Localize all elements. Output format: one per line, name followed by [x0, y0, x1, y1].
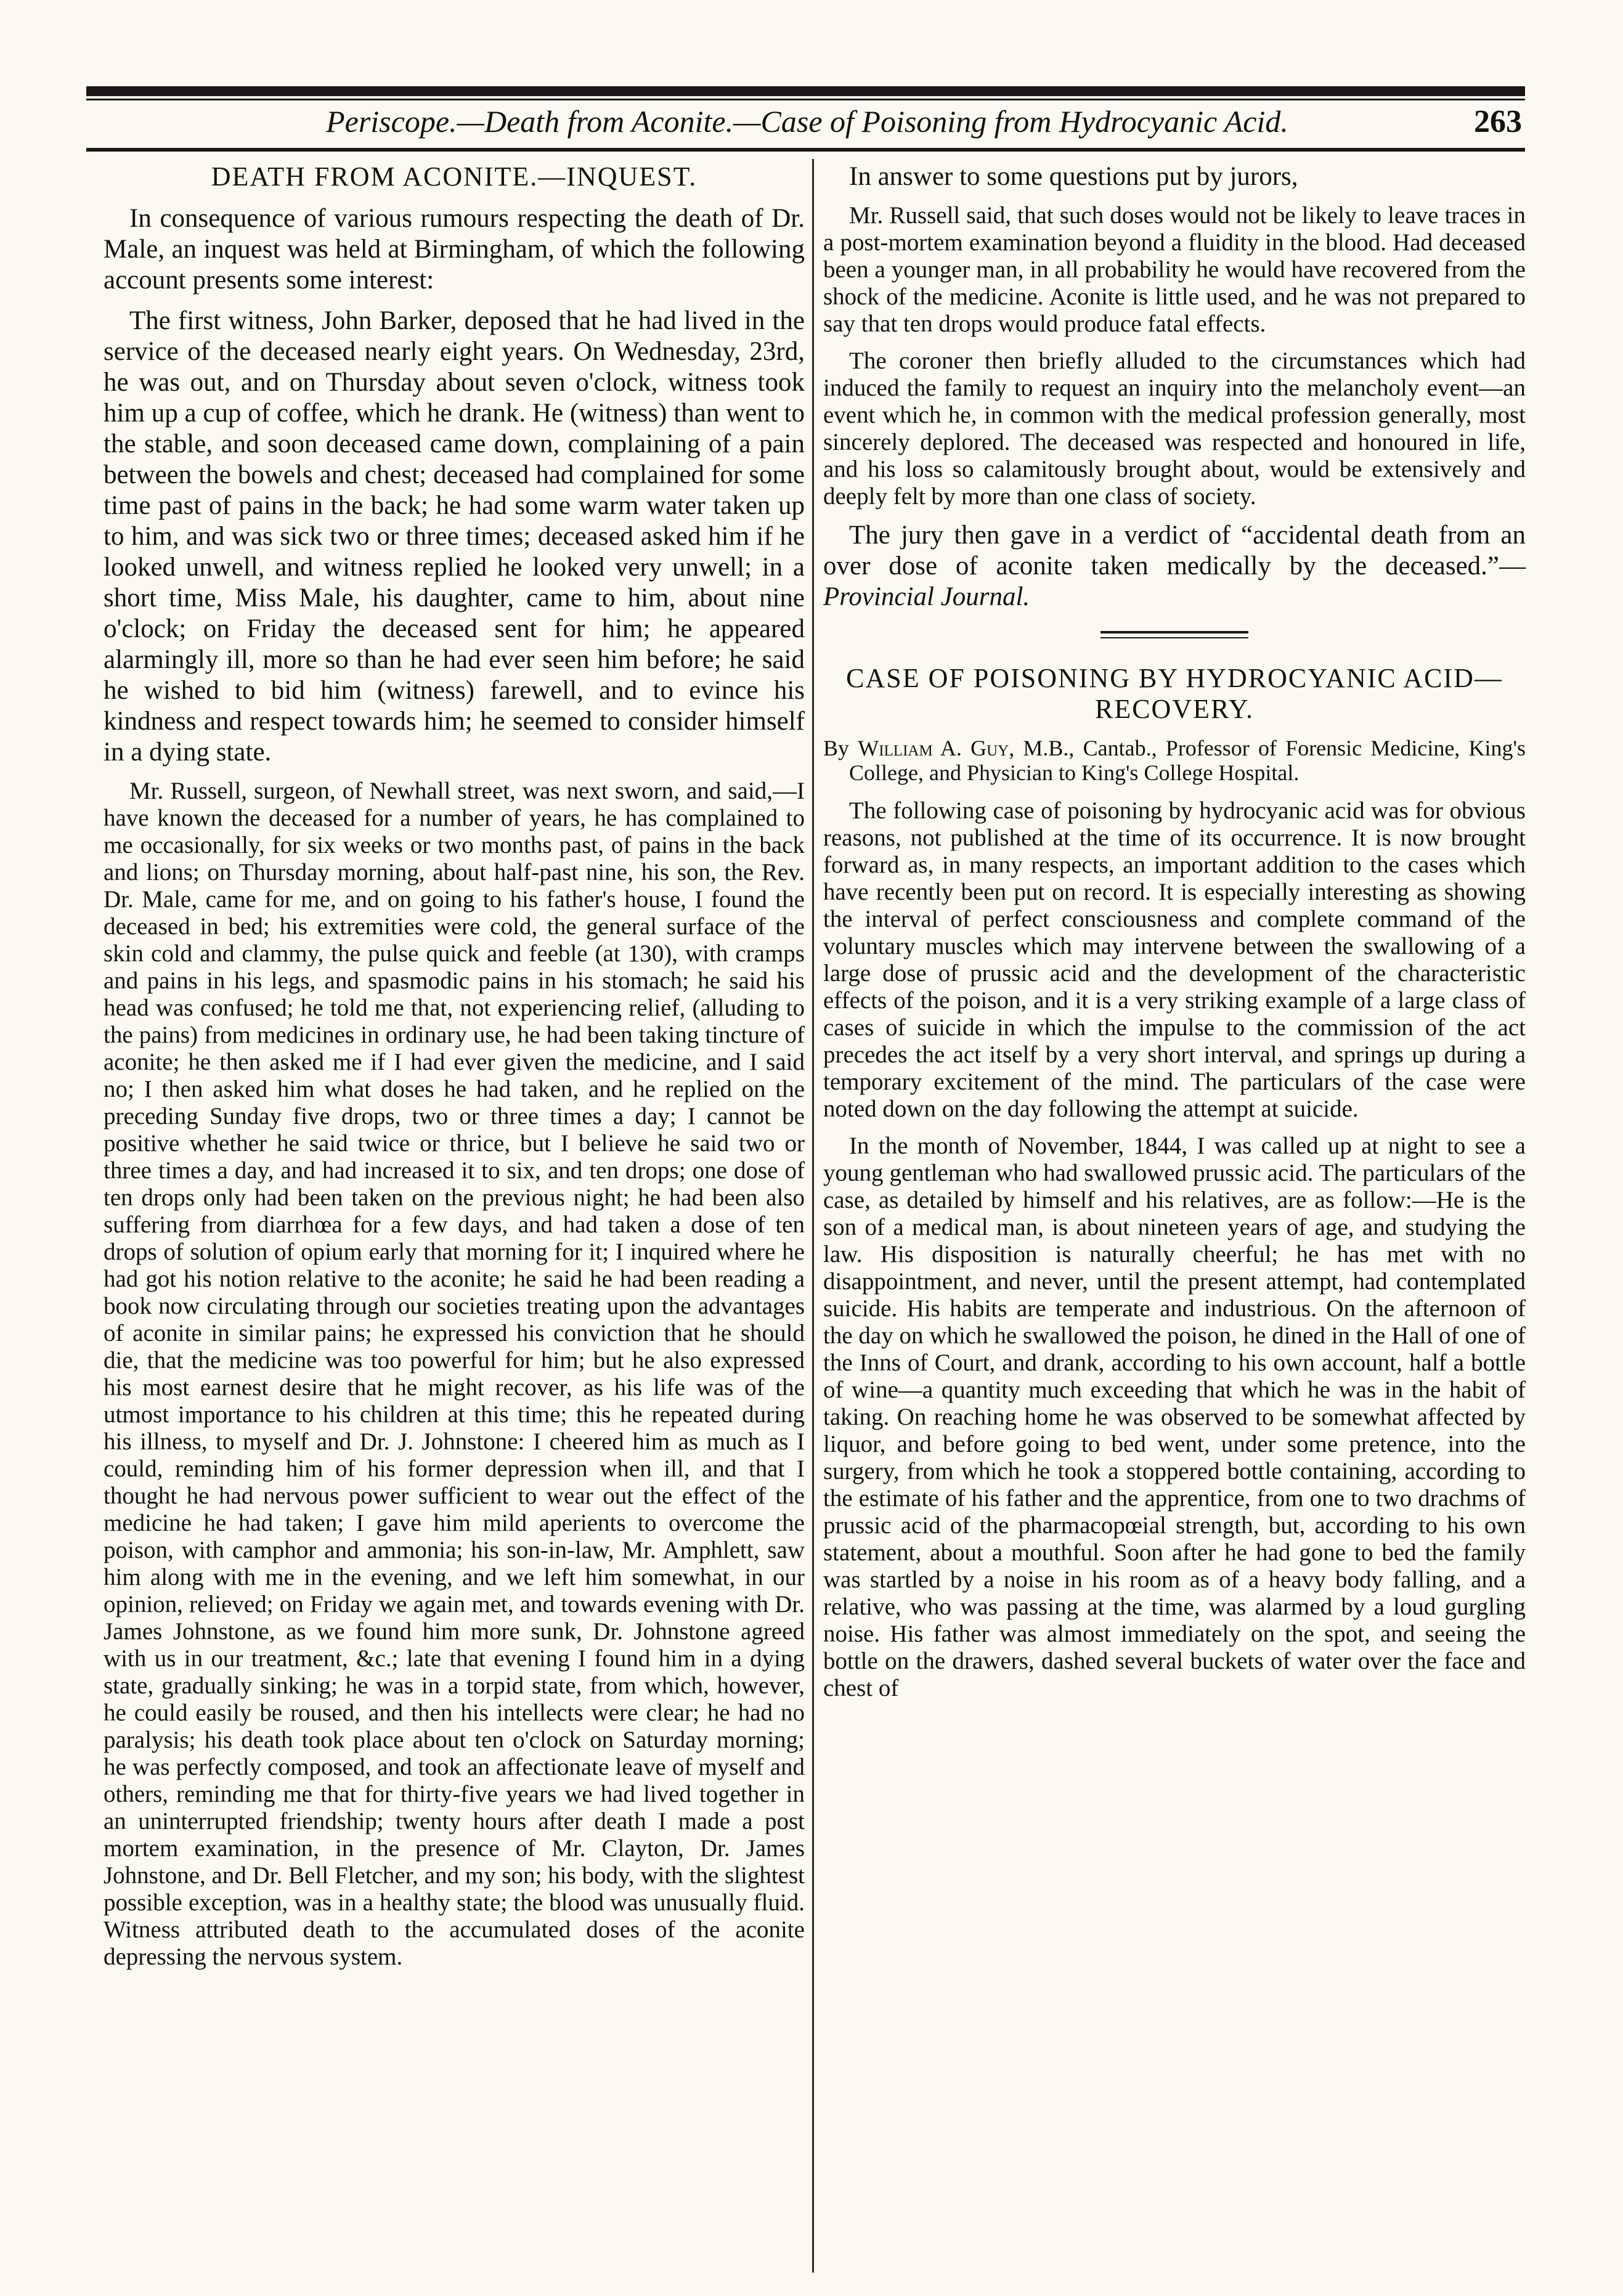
- paragraph-russell-testimony: Mr. Russell, surgeon, of Newhall street, was next sworn, and said,—I have known the deceased for a number of years, he has complained to me occasionally, for six weeks or two months past, of pains in the back and lions; on Thursday morning, about half-past nine, his son, the Rev. Dr. Male, came for me, and on going to his father's house, I found the deceased in bed; his extremities were cold, the general surface of the skin cold and clammy, the pulse quick and feeble (at 130), with cramps and pains in his legs, and spasmodic pains in his stomach; he said his head was confused; he told me that, not experiencing relief, (alluding to the pains) from medicines in ordinary use, he had been taking tincture of aconite; he then asked me if I had ever given the medicine, and I said no; I then asked him what doses he had taken, and he replied on the preceding Sunday five drops, two or three times a day; I cannot be positive whether he said twice or thrice, but I believe he said two or three times a day, and had increased it to six, and ten drops; one dose of ten drops only had been taken on the previous night; he had been also suffering from diarrhœa for a few days, and had taken a dose of ten drops of solution of opium early that morning for it; I inquired where he had got his notion relative to the aconite; he said he had been reading a book now circulating through our societies treating upon the advantages of aconite in similar pains; he expressed his conviction that he should die, that the medicine was too powerful for him; but he also expressed his most earnest desire that he might recover, as his life was of the utmost importance to his children at this time; this he repeated during his illness, to myself and Dr. J. Johnstone: I cheered him as much as I could, reminding him of his former depression when ill, and that I thought he had nervous power sufficient to wear out the effect of the medicine he had taken; I gave him mild aperients to overcome the poison, with camphor and ammonia; his son-in-law, Mr. Amphlett, saw him along with me in the evening, and we left him somewhat, in our opinion, relieved; on Friday we again met, and towards evening with Dr. James Johnstone, as we found him more sunk, Dr. Johnstone agreed with us in our treatment, &c.; late that evening I found him in a dying state, gradually sinking; he was in a torpid state, from which, however, he could easily be roused, and then his intellects were clear; he had no paralysis; his death took place about ten o'clock on Saturday morning; he was perfectly composed, and took an affectionate leave of myself and others, reminding me that for thirty-five years we had lived together in an uninterrupted friendship; twenty hours after death I made a post mortem examination, in the presence of Mr. Clayton, Dr. James Johnstone, and Dr. Bell Fletcher, and my son; his body, with the slightest possible exception, was in a healthy state; the blood was unusually fluid. Witness attributed death to the accumulated doses of the aconite depressing the nervous system.: [104, 778, 805, 1970]
- source-citation: Provincial Journal.: [823, 582, 1030, 611]
- section-separator: [1100, 631, 1248, 638]
- paragraph: In answer to some questions put by jurors,: [849, 162, 1298, 191]
- paragraph: The following case of poisoning by hydrocyanic acid was for obvious reasons, not published at the time of its occurrence. It is now brought forward as, in many respects, an important addition to the cases which have recently been put on record. It is especially interesting as showing the interval of perfect consciousness and complete command of the voluntary muscles which may intervene between the swallowing of a large dose of prussic acid and the development of the characteristic effects of the poison, and it is a very striking example of a large class of cases of suicide in which the impulse to the commission of the act precedes the act itself by a very short interval, and springs up during a temporary excitement of the mind. The particulars of the case were noted down on the day following the attempt at suicide.: [823, 797, 1526, 1122]
- article-title-aconite: DEATH FROM ACONITE.—INQUEST.: [211, 161, 698, 192]
- paragraph-verdict: The jury then gave in a verdict of “accidental death from an over dose of aconite taken medically by the deceased.”—Provincial Journal.: [823, 521, 1526, 611]
- article-title-hydrocyanic: CASE OF POISONING BY HYDROCYANIC ACID—RECOVERY.: [846, 663, 1503, 724]
- paragraph: The first witness, John Barker, deposed that he had lived in the service of the deceased nearly eight years. On Wednesday, 23rd, he was out, and on Thursday about seven o'clock, witness took him up a cup of coffee, which he drank. He (witness) than went to the stable, and soon deceased came down, complaining of a pain between the bowels and chest; deceased had complained for some time past of pains in the back; he had some warm water taken up to him, and was sick two or three times; deceased asked him if he looked unwell, and witness replied he looked very unwell; in a short time, Miss Male, his daughter, came to him, about nine o'clock; on Friday the deceased sent for him; he appeared alarmingly ill, more so than he had ever seen him before; he said he wished to bid him (witness) farewell, and to evince his kindness and respect towards him; he seemed to consider himself in a dying state.: [104, 306, 805, 767]
- header-rule: [86, 148, 1525, 152]
- right-column: [823, 161, 1526, 1712]
- paragraph: In the month of November, 1844, I was called up at night to see a young gentleman who had swallowed prussic acid. The particulars of the case, as detailed by himself and his relatives, are as follow:—He is the son of a medical man, is about nineteen years of age, and studying the law. His disposition is naturally cheerful; he has met with no disappointment, and never, until the present attempt, had contemplated suicide. His habits are temperate and industrious. On the afternoon of the day on which he swallowed the poison, he dined in the Hall of one of the Inns of Court, and drank, according to his own account, half a bottle of wine—a quantity much exceeding that which he was in the habit of taking. On reaching home he was observed to be somewhat affected by liquor, and before going to bed went, under some pretence, into the surgery, from which he took a stoppered bottle containing, according to the estimate of his father and the apprentice, from one to two drachms of prussic acid of the pharmacopœial strength, but, according to his own statement, about a mouthful. Soon after he had gone to bed the family was startled by a noise in his room as of a heavy body falling, and a relative, who was passing at the time, was alarmed by a loud gurgling noise. His father was almost immediately on the spot, and seeing the bottle on the drawers, dashed several buckets of water over the face and chest of: [823, 1133, 1526, 1701]
- paragraph: In consequence of various rumours respecting the death of Dr. Male, an inquest was held at Birmingham, of which the following account presents some interest:: [104, 204, 805, 295]
- paragraph: The coroner then briefly alluded to the circumstances which had induced the family to request an inquiry into the melancholy event—an event which he, in common with the medical profession generally, most sincerely deplored. The deceased was respected and honoured in life, and his loss so calamitously brought about, would be extensively and deeply felt by more than one class of society.: [823, 348, 1526, 510]
- left-column: [104, 161, 805, 1981]
- column-divider: [812, 159, 814, 2273]
- running-head: Periscope.—Death from Aconite.—Case of Poisoning from Hydrocyanic Acid.: [326, 104, 1288, 139]
- paragraph: Mr. Russell said, that such doses would not be likely to leave traces in a post-mortem examination beyond a fluidity in the blood. Had deceased been a younger man, in all probability he would have recovered from the shock of the medicine. Aconite is little used, and he was not prepared to say that ten drops would produce fatal effects.: [823, 202, 1526, 337]
- top-border-rule: [86, 86, 1525, 96]
- author-name: William A. Guy: [858, 736, 1009, 760]
- top-border-thin-rule: [86, 99, 1525, 100]
- byline: By William A. Guy, M.B., Cantab., Professor of Forensic Medicine, King's College, and Physician to King's College Hospital.: [823, 736, 1526, 785]
- page-number: 263: [1474, 104, 1522, 139]
